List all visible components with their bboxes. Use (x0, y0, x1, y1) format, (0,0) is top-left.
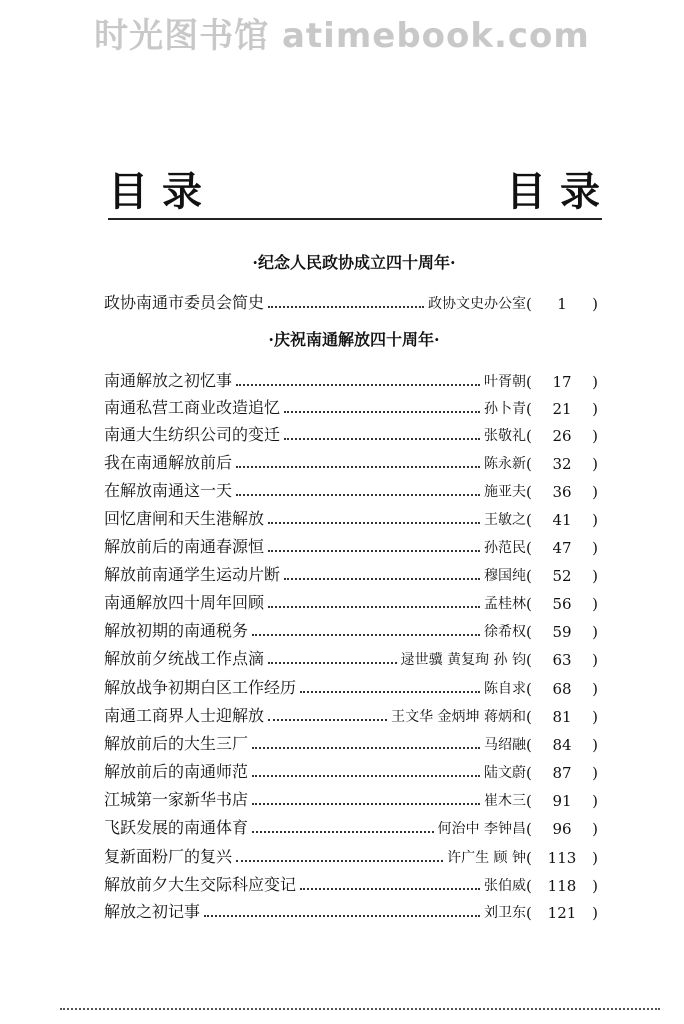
entry-title: 飞跃发展的南通体育 (104, 818, 249, 837)
page-open-paren: ( (526, 373, 532, 391)
dot-leader (300, 888, 480, 890)
toc-entry (104, 505, 598, 529)
page-close-paren: ) (592, 764, 598, 782)
entry-author: 张敬礼 (484, 428, 526, 444)
entry-page (526, 539, 598, 557)
toc-entry (104, 730, 598, 754)
entry-author: 徐希权 (484, 624, 526, 640)
page-close-paren: ) (592, 736, 598, 754)
entry-title: 政协南通市委员会简史 (104, 293, 265, 312)
page-open-paren: ( (526, 455, 532, 473)
page-open-paren: ( (526, 764, 532, 782)
page-number: 87 (552, 764, 572, 782)
page-open-paren: ( (526, 736, 532, 754)
entry-page (526, 792, 598, 810)
toc-entry (104, 394, 598, 418)
dot-leader (268, 606, 480, 608)
page-number: 21 (552, 400, 572, 418)
page-number: 68 (552, 680, 572, 698)
entry-title: 我在南通解放前后 (104, 453, 233, 472)
page-number: 84 (552, 736, 572, 754)
section-title: ·纪念人民政协成立四十周年· (252, 253, 456, 272)
entry-title: 解放战争初期白区工作经历 (104, 678, 297, 697)
entry-author: 张伯威 (484, 878, 526, 894)
entry-author: 孙卜青 (484, 401, 526, 417)
page-number: 36 (552, 483, 572, 501)
dot-leader (236, 384, 480, 386)
watermark: 时光图书馆 atimebook.com (94, 16, 590, 56)
toc-entry (104, 289, 598, 313)
toc-entry (104, 367, 598, 391)
toc-entry (104, 589, 598, 613)
page-number: 52 (552, 567, 572, 585)
page-close-paren: ) (592, 792, 598, 810)
entry-page (526, 511, 598, 529)
toc-entry (104, 702, 598, 726)
page-close-paren: ) (592, 651, 598, 669)
entry-page (526, 427, 598, 445)
page-close-paren: ) (592, 877, 598, 895)
entry-page (526, 455, 598, 473)
dot-leader (252, 747, 480, 749)
toc-entry (104, 533, 598, 557)
page-close-paren: ) (592, 567, 598, 585)
entry-author: 崔木三 (484, 793, 526, 809)
page-number: 26 (552, 427, 572, 445)
entry-title: 在解放南通这一天 (104, 481, 233, 500)
toc-entry (104, 786, 598, 810)
toc-entry (104, 871, 598, 895)
toc-entry (104, 421, 598, 445)
toc-entry (104, 843, 598, 867)
toc-entry (104, 617, 598, 641)
heading-left: 目录 (108, 168, 216, 215)
toc-entry (104, 674, 598, 698)
dot-leader (252, 775, 480, 777)
entry-page (526, 904, 598, 922)
entry-page (526, 623, 598, 641)
page-close-paren: ) (592, 373, 598, 391)
entry-author: 刘卫东 (484, 905, 526, 921)
page-number: 1 (557, 295, 567, 313)
entry-page (526, 764, 598, 782)
page-close-paren: ) (592, 455, 598, 473)
page-open-paren: ( (526, 820, 532, 838)
entry-author: 孙范民 (484, 540, 526, 556)
page-close-paren: ) (592, 427, 598, 445)
entry-page (526, 680, 598, 698)
dot-leader (300, 691, 480, 693)
toc-entry (104, 898, 598, 922)
entry-page (526, 295, 598, 313)
entry-page (526, 595, 598, 613)
page-open-paren: ( (526, 904, 532, 922)
page-close-paren: ) (592, 680, 598, 698)
dot-leader (252, 831, 434, 833)
entry-author: 孟桂林 (484, 596, 526, 612)
entry-page (526, 651, 598, 669)
page-open-paren: ( (526, 680, 532, 698)
dot-leader (268, 522, 480, 524)
page-open-paren: ( (526, 427, 532, 445)
entry-page (526, 849, 598, 867)
page-open-paren: ( (526, 511, 532, 529)
page-open-paren: ( (526, 849, 532, 867)
page-number: 113 (547, 849, 577, 867)
dot-leader (252, 634, 480, 636)
entry-author: 王文华 金炳坤 蒋炳和 (391, 709, 526, 725)
heading-right: 目录 (506, 168, 614, 215)
toc-entry (104, 645, 598, 669)
page-close-paren: ) (592, 595, 598, 613)
entry-author: 陆文蔚 (484, 765, 526, 781)
dot-leader (236, 466, 480, 468)
entry-title: 南通大生纺织公司的变迁 (104, 425, 281, 444)
entry-title: 解放前后的南通师范 (104, 762, 249, 781)
entry-page (526, 877, 598, 895)
dot-leader (284, 578, 480, 580)
entry-title: 回忆唐闸和天生港解放 (104, 509, 265, 528)
entry-page (526, 708, 598, 726)
heading-rule (108, 218, 602, 220)
entry-title: 解放初期的南通税务 (104, 621, 249, 640)
page-number: 91 (552, 792, 572, 810)
page-open-paren: ( (526, 708, 532, 726)
page-close-paren: ) (592, 904, 598, 922)
page-number: 41 (552, 511, 572, 529)
page-number: 47 (552, 539, 572, 557)
entry-page (526, 567, 598, 585)
entry-author: 王敏之 (484, 512, 526, 528)
page-open-paren: ( (526, 623, 532, 641)
dot-leader (252, 803, 480, 805)
entry-title: 南通私营工商业改造追忆 (104, 398, 281, 417)
page-number: 56 (552, 595, 572, 613)
dot-leader (284, 411, 480, 413)
page-number: 17 (552, 373, 572, 391)
page-close-paren: ) (592, 849, 598, 867)
dot-leader (268, 719, 387, 721)
page-close-paren: ) (592, 539, 598, 557)
entry-author: 陈永新 (484, 456, 526, 472)
entry-author: 穆国纯 (484, 568, 526, 584)
toc-entry (104, 758, 598, 782)
page-close-paren: ) (592, 400, 598, 418)
entry-title: 复新面粉厂的复兴 (104, 847, 233, 866)
page-number: 32 (552, 455, 572, 473)
dot-leader (268, 662, 397, 664)
dot-leader (268, 306, 424, 308)
dot-leader (236, 860, 443, 862)
entry-author: 政协文史办公室 (428, 296, 526, 312)
dot-leader (268, 550, 480, 552)
entry-author: 何治中 李钟昌 (437, 821, 526, 837)
toc-entry (104, 814, 598, 838)
page-open-paren: ( (526, 792, 532, 810)
entry-author: 逯世骥 黄复珣 孙 钧 (400, 652, 526, 668)
entry-title: 江城第一家新华书店 (104, 790, 249, 809)
page-number: 81 (552, 708, 572, 726)
entry-author: 施亚夫 (484, 484, 526, 500)
page-close-paren: ) (592, 623, 598, 641)
toc-entry (104, 449, 598, 473)
page-close-paren: ) (592, 295, 598, 313)
page-number: 63 (552, 651, 572, 669)
page-number: 121 (547, 904, 577, 922)
entry-title: 解放前夕统战工作点滴 (104, 649, 265, 668)
page-open-paren: ( (526, 877, 532, 895)
page-open-paren: ( (526, 400, 532, 418)
page-number: 96 (552, 820, 572, 838)
page-open-paren: ( (526, 651, 532, 669)
entry-author: 马绍融 (484, 737, 526, 753)
page-close-paren: ) (592, 820, 598, 838)
entry-page (526, 820, 598, 838)
entry-page (526, 400, 598, 418)
entry-title: 解放之初记事 (104, 902, 201, 921)
page-open-paren: ( (526, 295, 532, 313)
page-close-paren: ) (592, 511, 598, 529)
entry-page (526, 483, 598, 501)
page-open-paren: ( (526, 595, 532, 613)
entry-title: 解放前后的大生三厂 (104, 734, 249, 753)
dot-leader (204, 915, 480, 917)
entry-author: 叶胥朝 (484, 374, 526, 390)
entry-title: 南通工商界人士迎解放 (104, 706, 265, 725)
entry-title: 解放前夕大生交际科应变记 (104, 875, 297, 894)
entry-page (526, 736, 598, 754)
entry-title: 南通解放之初忆事 (104, 371, 233, 390)
page-open-paren: ( (526, 483, 532, 501)
entry-title: 解放前南通学生运动片断 (104, 565, 281, 584)
toc-entry (104, 561, 598, 585)
dot-leader (284, 438, 480, 440)
entry-title: 解放前后的南通春源恒 (104, 537, 265, 556)
toc-heading (108, 160, 614, 215)
page-number: 59 (552, 623, 572, 641)
page-open-paren: ( (526, 539, 532, 557)
section-title: ·庆祝南通解放四十周年· (268, 330, 440, 349)
page-close-paren: ) (592, 483, 598, 501)
page-number: 118 (547, 877, 577, 895)
entry-title: 南通解放四十周年回顾 (104, 593, 265, 612)
page-open-paren: ( (526, 567, 532, 585)
page-close-paren: ) (592, 708, 598, 726)
dot-leader (236, 494, 480, 496)
entry-page (526, 373, 598, 391)
entry-author: 陈自求 (484, 681, 526, 697)
entry-author: 许广生 顾 钟 (447, 850, 526, 866)
bottom-rule (60, 1008, 660, 1010)
toc-entry (104, 477, 598, 501)
